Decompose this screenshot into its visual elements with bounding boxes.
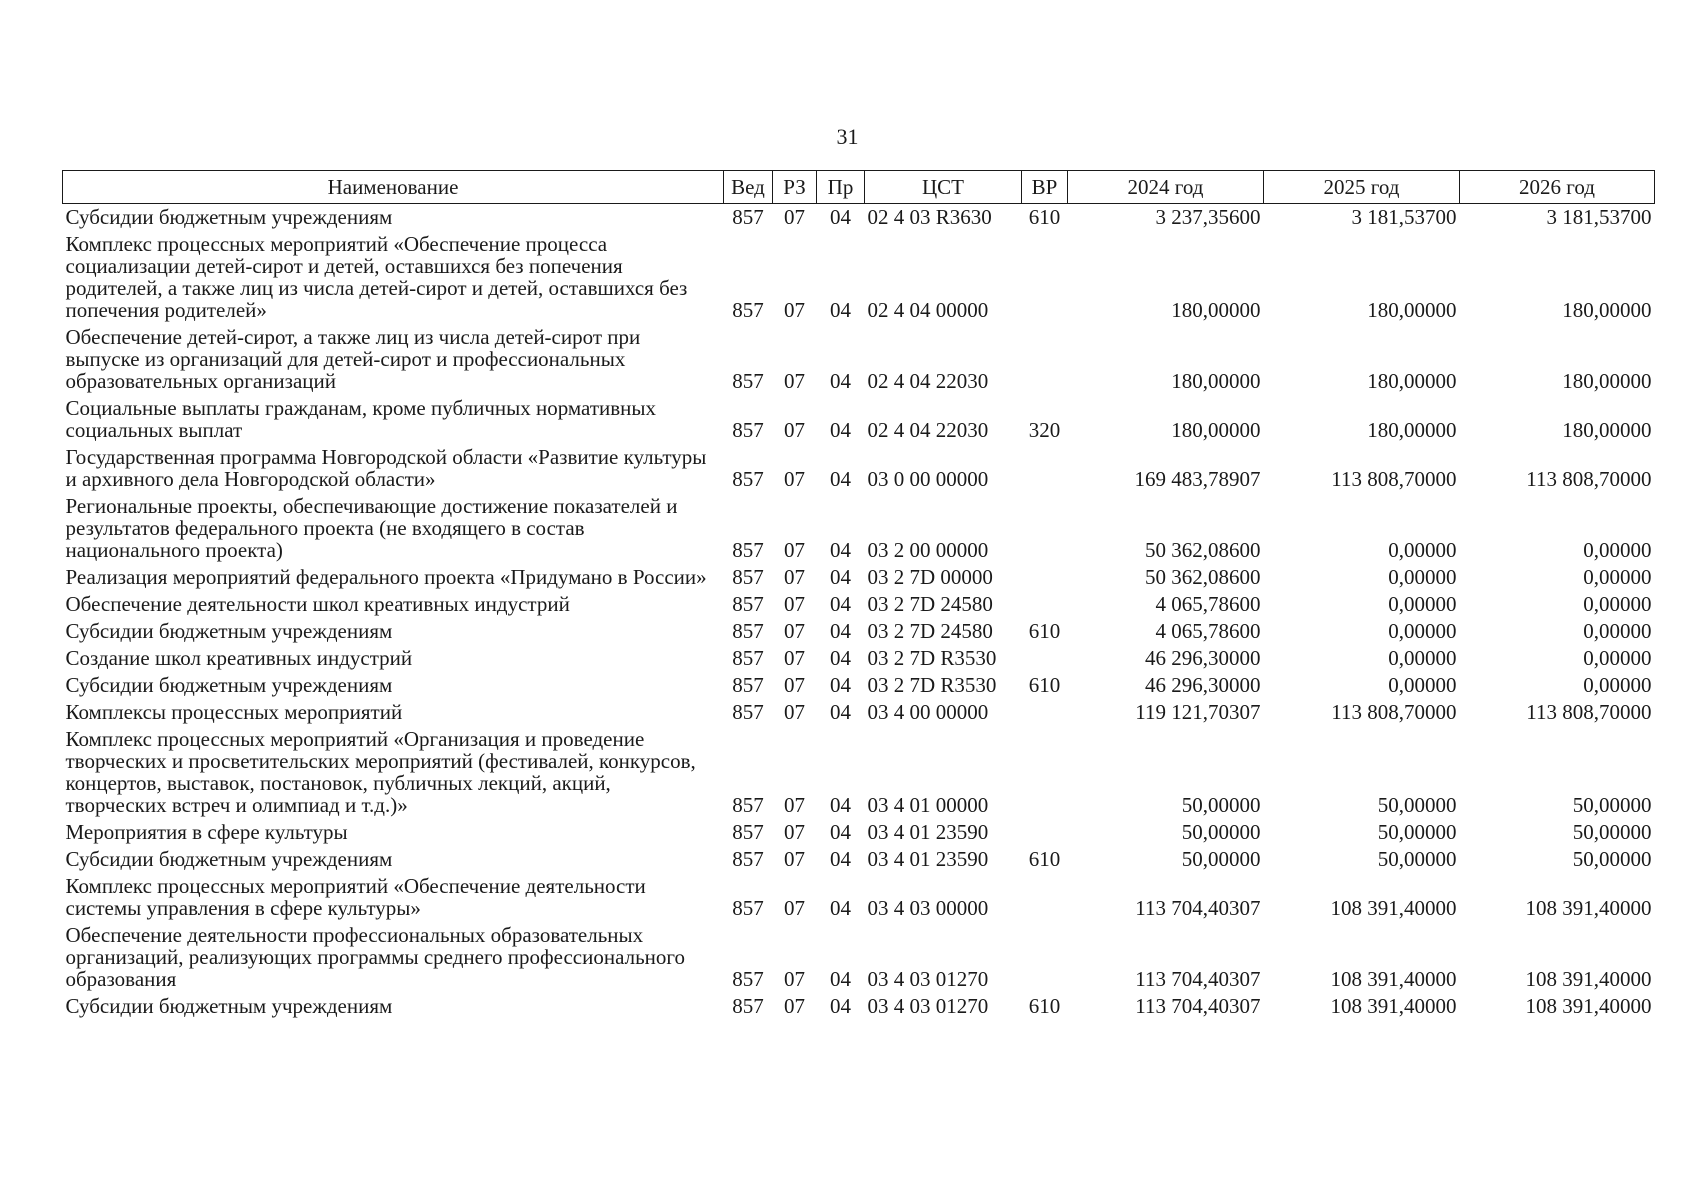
cell-rz: 07 — [784, 298, 805, 322]
table-row — [63, 564, 1655, 591]
cell-ved: 857 — [732, 700, 764, 724]
cell-2026: 50,00000 — [1572, 820, 1652, 844]
cell-cst: 03 4 03 01270 — [867, 994, 989, 1018]
cell-ved: 857 — [732, 205, 764, 229]
cell-cst: 03 2 00 00000 — [867, 538, 989, 562]
cell-cst: 03 4 03 00000 — [867, 896, 989, 920]
cell-2026: 0,00000 — [1583, 646, 1652, 670]
cell-2026: 0,00000 — [1583, 565, 1652, 589]
cell-rz: 07 — [784, 418, 805, 442]
cell-pr: 04 — [830, 538, 851, 562]
cell-vr — [1022, 819, 1068, 846]
cell-vr: 610 — [1028, 673, 1061, 697]
cell-ved: 857 — [732, 896, 764, 920]
cell-2025: 0,00000 — [1388, 538, 1457, 562]
cell-rz: 07 — [784, 646, 805, 670]
cell-cst: 03 4 00 00000 — [867, 700, 989, 724]
cell-2025: 108 391,40000 — [1330, 967, 1457, 991]
budget-table — [62, 170, 1655, 1020]
cell-ved: 857 — [732, 298, 764, 322]
header-vr: ВР — [1022, 171, 1068, 204]
cell-cst: 03 4 01 23590 — [867, 847, 989, 871]
cell-pr: 04 — [830, 646, 851, 670]
cell-vr — [1022, 726, 1068, 819]
cell-name: Реализация мероприятий федерального проекта «Придумано в России» — [65, 565, 707, 589]
cell-2024: 50,00000 — [1181, 820, 1261, 844]
cell-pr: 04 — [830, 994, 851, 1018]
table-row — [63, 699, 1655, 726]
header-2024: 2024 год — [1068, 171, 1264, 204]
table-row — [63, 819, 1655, 846]
table-header-row — [63, 171, 1655, 204]
cell-rz: 07 — [784, 369, 805, 393]
cell-rz: 07 — [784, 847, 805, 871]
cell-2026: 113 808,70000 — [1526, 467, 1652, 491]
table-row — [63, 618, 1655, 645]
header-name: Наименование — [63, 171, 724, 204]
cell-vr — [1022, 493, 1068, 564]
cell-rz: 07 — [784, 967, 805, 991]
cell-2024: 180,00000 — [1171, 418, 1261, 442]
cell-name: Субсидии бюджетным учреждениям — [65, 673, 393, 697]
cell-vr — [1022, 699, 1068, 726]
cell-rz: 07 — [784, 538, 805, 562]
header-pr: Пр — [817, 171, 865, 204]
cell-2025: 108 391,40000 — [1330, 896, 1457, 920]
cell-pr: 04 — [830, 592, 851, 616]
header-cst: ЦСТ — [865, 171, 1022, 204]
cell-name: Мероприятия в сфере культуры — [65, 820, 348, 844]
cell-2026: 180,00000 — [1562, 298, 1652, 322]
cell-2026: 0,00000 — [1583, 619, 1652, 643]
cell-2026: 3 181,53700 — [1546, 205, 1652, 229]
cell-2024: 4 065,78600 — [1155, 619, 1261, 643]
cell-vr — [1022, 922, 1068, 993]
cell-2026: 108 391,40000 — [1525, 896, 1652, 920]
cell-ved: 857 — [732, 967, 764, 991]
table-row — [63, 922, 1655, 993]
table-row — [63, 324, 1655, 395]
cell-2025: 180,00000 — [1367, 298, 1457, 322]
cell-pr: 04 — [830, 847, 851, 871]
table-row — [63, 645, 1655, 672]
cell-ved: 857 — [732, 820, 764, 844]
cell-2024: 113 704,40307 — [1135, 994, 1261, 1018]
cell-name: Комплекс процессных мероприятий «Организация и проведение творческих и просветительских мероприятий (фестивалей, конкурсов, концертов, выставок, постановок, публичных лекций, акций, творческих встреч и олимпиад и т.д.)» — [65, 727, 696, 817]
table-row — [63, 726, 1655, 819]
cell-rz: 07 — [784, 700, 805, 724]
cell-cst: 02 4 04 00000 — [867, 298, 989, 322]
cell-2025: 0,00000 — [1388, 592, 1457, 616]
page-number: 31 — [836, 124, 859, 149]
cell-2024: 119 121,70307 — [1135, 700, 1261, 724]
cell-2024: 3 237,35600 — [1155, 205, 1261, 229]
cell-vr — [1022, 873, 1068, 922]
cell-rz: 07 — [784, 467, 805, 491]
cell-ved: 857 — [732, 994, 764, 1018]
cell-2024: 169 483,78907 — [1134, 467, 1261, 491]
cell-name: Обеспечение деятельности профессиональных образовательных организаций, реализующих программы среднего профессионального образования — [65, 923, 685, 991]
cell-vr — [1022, 324, 1068, 395]
cell-vr — [1022, 444, 1068, 493]
cell-2024: 46 296,30000 — [1145, 646, 1261, 670]
cell-name: Комплекс процессных мероприятий «Обеспечение процесса социализации детей-сирот и детей, оставшихся без попечения родителей, а также лиц из числа детей-сирот и детей, оставшихся без попечения родителей» — [65, 232, 688, 322]
cell-2025: 113 808,70000 — [1331, 467, 1457, 491]
header-2026: 2026 год — [1460, 171, 1655, 204]
cell-2025: 180,00000 — [1367, 418, 1457, 442]
cell-2025: 50,00000 — [1377, 793, 1457, 817]
cell-ved: 857 — [732, 467, 764, 491]
table-row — [63, 204, 1655, 232]
cell-pr: 04 — [830, 565, 851, 589]
cell-name: Обеспечение детей-сирот, а также лиц из числа детей-сирот при выпуске из организаций для детей-сирот и профессиональных образовательных организаций — [65, 325, 641, 393]
header-ved: Вед — [724, 171, 773, 204]
cell-2026: 50,00000 — [1572, 793, 1652, 817]
cell-vr — [1022, 645, 1068, 672]
cell-2026: 108 391,40000 — [1525, 967, 1652, 991]
cell-ved: 857 — [732, 793, 764, 817]
cell-name: Субсидии бюджетным учреждениям — [65, 994, 393, 1018]
table-row — [63, 395, 1655, 444]
cell-cst: 02 4 04 22030 — [867, 418, 989, 442]
table-row — [63, 993, 1655, 1020]
cell-2024: 180,00000 — [1171, 369, 1261, 393]
cell-cst: 02 4 04 22030 — [867, 369, 989, 393]
cell-name: Создание школ креативных индустрий — [65, 646, 413, 670]
cell-2025: 3 181,53700 — [1351, 205, 1457, 229]
table-row — [63, 846, 1655, 873]
cell-2026: 180,00000 — [1562, 418, 1652, 442]
cell-name: Субсидии бюджетным учреждениям — [65, 847, 393, 871]
cell-2025: 113 808,70000 — [1331, 700, 1457, 724]
cell-pr: 04 — [830, 467, 851, 491]
cell-pr: 04 — [830, 700, 851, 724]
cell-ved: 857 — [732, 646, 764, 670]
cell-2025: 0,00000 — [1388, 619, 1457, 643]
cell-vr: 320 — [1028, 418, 1061, 442]
cell-2024: 50,00000 — [1181, 847, 1261, 871]
cell-2025: 0,00000 — [1388, 565, 1457, 589]
cell-name: Обеспечение деятельности школ креативных индустрий — [65, 592, 570, 616]
cell-cst: 03 2 7D 24580 — [867, 619, 993, 643]
cell-2026: 180,00000 — [1562, 369, 1652, 393]
cell-2026: 0,00000 — [1583, 673, 1652, 697]
cell-vr — [1022, 564, 1068, 591]
cell-2026: 50,00000 — [1572, 847, 1652, 871]
header-rz: РЗ — [773, 171, 817, 204]
cell-rz: 07 — [784, 820, 805, 844]
cell-rz: 07 — [784, 673, 805, 697]
cell-2026: 108 391,40000 — [1525, 994, 1652, 1018]
cell-pr: 04 — [830, 205, 851, 229]
cell-ved: 857 — [732, 418, 764, 442]
cell-ved: 857 — [732, 619, 764, 643]
cell-pr: 04 — [830, 673, 851, 697]
cell-cst: 03 4 01 00000 — [867, 793, 989, 817]
cell-cst: 03 2 7D R3530 — [867, 673, 997, 697]
table-row — [63, 444, 1655, 493]
cell-pr: 04 — [830, 896, 851, 920]
cell-cst: 03 2 7D 00000 — [867, 565, 993, 589]
cell-rz: 07 — [784, 592, 805, 616]
cell-pr: 04 — [830, 820, 851, 844]
cell-rz: 07 — [784, 896, 805, 920]
cell-2024: 50,00000 — [1181, 793, 1261, 817]
cell-vr: 610 — [1028, 619, 1061, 643]
cell-rz: 07 — [784, 793, 805, 817]
table-row — [63, 231, 1655, 324]
cell-2024: 4 065,78600 — [1155, 592, 1261, 616]
cell-cst: 03 2 7D R3530 — [867, 646, 997, 670]
cell-ved: 857 — [732, 592, 764, 616]
cell-2026: 113 808,70000 — [1526, 700, 1652, 724]
cell-2025: 180,00000 — [1367, 369, 1457, 393]
cell-ved: 857 — [732, 847, 764, 871]
cell-2024: 113 704,40307 — [1135, 896, 1261, 920]
table-row — [63, 672, 1655, 699]
cell-name: Социальные выплаты гражданам, кроме публичных нормативных социальных выплат — [65, 396, 657, 442]
cell-vr — [1022, 591, 1068, 618]
cell-2025: 50,00000 — [1377, 847, 1457, 871]
cell-vr: 610 — [1028, 994, 1061, 1018]
cell-pr: 04 — [830, 298, 851, 322]
table-row — [63, 873, 1655, 922]
cell-cst: 03 4 03 01270 — [867, 967, 989, 991]
cell-2024: 50 362,08600 — [1145, 565, 1261, 589]
cell-2025: 0,00000 — [1388, 646, 1457, 670]
cell-ved: 857 — [732, 538, 764, 562]
cell-2024: 46 296,30000 — [1145, 673, 1261, 697]
cell-vr: 610 — [1028, 205, 1061, 229]
cell-name: Региональные проекты, обеспечивающие достижение показателей и результатов федерального проекта (не входящего в состав национального проекта) — [65, 494, 678, 562]
cell-rz: 07 — [784, 994, 805, 1018]
cell-2024: 180,00000 — [1171, 298, 1261, 322]
cell-2025: 0,00000 — [1388, 673, 1457, 697]
table-row — [63, 493, 1655, 564]
cell-2024: 113 704,40307 — [1135, 967, 1261, 991]
cell-pr: 04 — [830, 619, 851, 643]
cell-cst: 02 4 03 R3630 — [867, 205, 992, 229]
cell-rz: 07 — [784, 205, 805, 229]
cell-cst: 03 4 01 23590 — [867, 820, 989, 844]
table-body — [63, 204, 1655, 1021]
table-row — [63, 591, 1655, 618]
cell-name: Субсидии бюджетным учреждениям — [65, 619, 393, 643]
cell-rz: 07 — [784, 565, 805, 589]
cell-vr — [1022, 231, 1068, 324]
cell-pr: 04 — [830, 418, 851, 442]
cell-name: Субсидии бюджетным учреждениям — [65, 205, 393, 229]
cell-pr: 04 — [830, 369, 851, 393]
cell-pr: 04 — [830, 793, 851, 817]
cell-2026: 0,00000 — [1583, 538, 1652, 562]
cell-pr: 04 — [830, 967, 851, 991]
cell-name: Комплекс процессных мероприятий «Обеспечение деятельности системы управления в сфере культуры» — [65, 874, 646, 920]
header-2025: 2025 год — [1264, 171, 1460, 204]
cell-name: Государственная программа Новгородской области «Развитие культуры и архивного дела Новгородской области» — [65, 445, 707, 491]
cell-2024: 50 362,08600 — [1145, 538, 1261, 562]
cell-ved: 857 — [732, 369, 764, 393]
cell-ved: 857 — [732, 673, 764, 697]
cell-name: Комплексы процессных мероприятий — [65, 700, 403, 724]
cell-2025: 50,00000 — [1377, 820, 1457, 844]
cell-rz: 07 — [784, 619, 805, 643]
cell-ved: 857 — [732, 565, 764, 589]
cell-2025: 108 391,40000 — [1330, 994, 1457, 1018]
cell-2026: 0,00000 — [1583, 592, 1652, 616]
cell-cst: 03 0 00 00000 — [867, 467, 989, 491]
cell-vr: 610 — [1028, 847, 1061, 871]
cell-cst: 03 2 7D 24580 — [867, 592, 993, 616]
